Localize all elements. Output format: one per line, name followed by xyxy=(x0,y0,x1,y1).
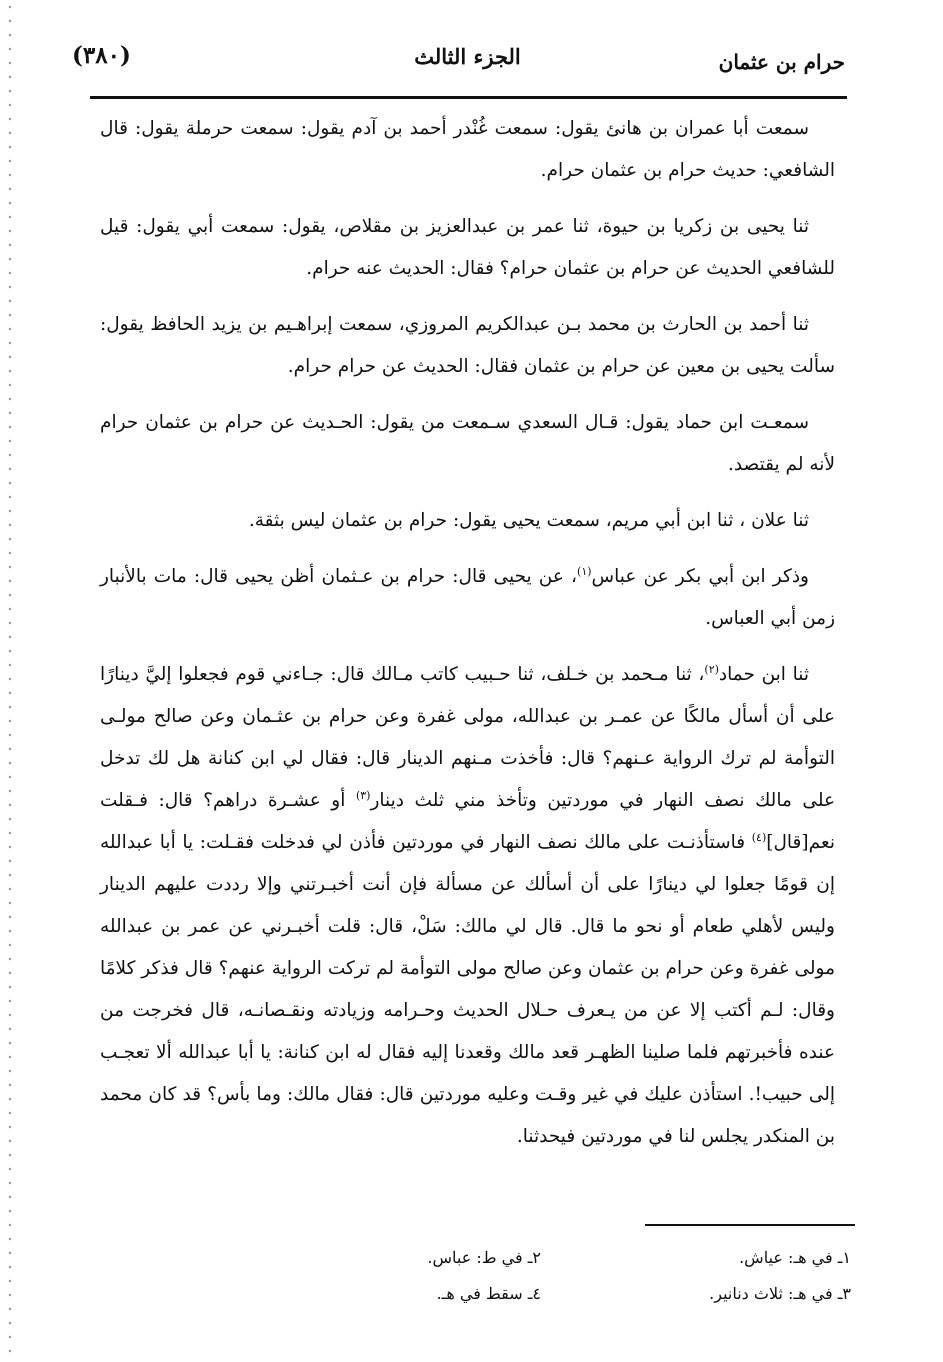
running-title: حرام بن عثمان xyxy=(718,50,845,74)
paragraph-text: وذكر ابن أبي بكر عن عباس xyxy=(591,566,809,587)
paragraph-text: ثنا ابن حماد xyxy=(718,664,809,685)
paragraph-text: ثنا أحمد بن الحارث بن محمد بـن عبدالكريم المروزي، سمعت إبراهـيم بن يزيد الحافظ يقول: سألت يحيى بن معين عن حرام بن عثمان فقال: الحديث عن حرام حرام. xyxy=(100,314,835,377)
main-text xyxy=(100,108,835,1158)
footnote: ١ـ في هـ: عياش. xyxy=(739,1248,851,1267)
footnote: ٣ـ في هـ: ثلاث دنانير. xyxy=(709,1284,851,1303)
paragraph-text: ، عن يحيى قال: حرام بن عـثمان أظن يحيى قال: مات بالأنبار زمن أبي العباس. xyxy=(100,566,835,629)
footnote: ٢ـ في ط: عباس. xyxy=(427,1248,541,1267)
paragraph xyxy=(100,206,835,290)
footnote-marker: (١) xyxy=(577,564,592,578)
paragraph xyxy=(100,500,835,542)
paragraph xyxy=(100,304,835,388)
footnote-marker: (٢) xyxy=(704,662,719,676)
header-rule xyxy=(90,96,847,99)
footnote-row xyxy=(231,1276,851,1312)
footnotes xyxy=(231,1240,851,1312)
paragraph-text: سمعـت ابن حماد يقول: قـال السعدي سـمعت من يقول: الحـديث عن حرام بن عثمان حرام لأنه لم يقتصد. xyxy=(100,412,835,475)
paragraph xyxy=(100,108,835,192)
paragraph xyxy=(100,402,835,486)
paragraph-text: ، ثنا مـحمد بن خـلف، ثنا حـبيب كاتب مـالك قال: جـاءني قوم فجعلوا إليَّ دينارًا على أن أسأل مالكًا عن عمـر بن عبدالله، مولى غفرة وعن حرام بن عثـمان وعن صالح مولـى التوأمة لم ترك الرواية عـنهم؟ قال: فأخذت مـنهم الدينار قال: فقال لي ابن كنانة هل لك تدخل على مالك نصف النهار في موردتين وتأخذ مني ثلث دينار xyxy=(100,664,835,811)
footnote-marker: (٣) xyxy=(355,788,371,802)
page-number: (٣٨٠) xyxy=(72,42,131,69)
footnote-row xyxy=(231,1240,851,1276)
paragraph xyxy=(100,556,835,640)
footnote-rule xyxy=(645,1224,855,1226)
footnote-marker: (٤) xyxy=(751,830,767,844)
footnote: ٤ـ سقط في هـ. xyxy=(436,1284,541,1303)
paragraph xyxy=(100,654,835,1158)
paragraph-text: فاستأذنـت على مالك نصف النهار في موردتين فأذن لي فدخلت فقـلت: يا أبا عبدالله إن قومًا جعلوا لي دينارًا على أن أسألك عن مسألة فإن أنت أخبـرتني وإلا رددت عليهم الدينار وليس لأهلي طعام أو نحو ما قال. قال لي مالك: سَلْ، قال: قلت أخبـرني عن عمر بن عبدالله مولى غفرة وعن حرام بن عثمان وعن صالح مولى التوأمة لم تركت الرواية عنهم؟ قال فذكر كلامًا وقال: لـم أكتب إلا عن من يـعرف حـلال الحديث وحـرامه وزيادته ونقـصانـه، قال فخرجت من عنده فأخبرتهم فلما صلينا الظهـر قعد مالك وقعدنا إليه فقال له ابن كنانة: يا أبا عبدالله ألا تعجـب إلى حبيب!. استأذن عليك في غير وقـت وعليه موردتين قال: فقال مالك: وما بأس؟ قد كان محمد بن المنكدر يجلس لنا في موردتين فيحدثنا. xyxy=(100,832,835,1147)
paragraph-text: سمعت أبا عمران بن هانئ يقول: سمعت غُنْدر أحمد بن آدم يقول: سمعت حرملة يقول: قال الشافعي: حديث حرام بن عثمان حرام. xyxy=(100,118,835,181)
part-label: الجزء الثالث xyxy=(414,44,521,69)
page-header xyxy=(72,36,845,96)
paragraph-text: أو عشـرة دراهم؟ قال: فـقلت نعم[قال] xyxy=(100,790,835,853)
paragraph-text: ثنا يحيى بن زكريا بن حيوة، ثنا عمر بن عبدالعزيز بن مقلاص، يقول: سمعت أبي يقول: قيل للشافعي الحديث عن حرام بن عثمان حرام؟ فقال: الحديث عنه حرام. xyxy=(100,216,835,279)
binding-edge xyxy=(8,0,12,1362)
paragraph-text: ثنا علان ، ثنا ابن أبي مريم، سمعت يحيى يقول: حرام بن عثمان ليس بثقة. xyxy=(248,510,809,531)
